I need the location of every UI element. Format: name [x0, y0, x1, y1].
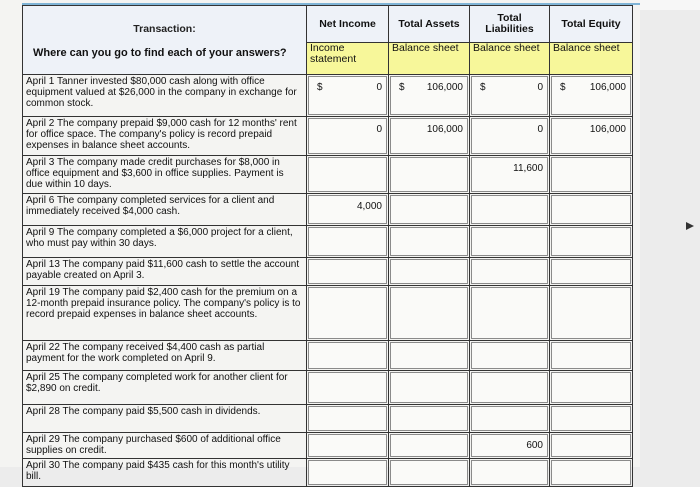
total-liabilities-cell — [470, 405, 550, 433]
total-equity-cell — [550, 341, 633, 371]
total-liabilities-cell — [470, 286, 550, 341]
transaction-row — [23, 405, 633, 433]
total-equity-input[interactable] — [551, 259, 631, 284]
transaction-row — [23, 286, 633, 341]
transaction-description: April 28 The company paid $5,500 cash in dividends. — [23, 405, 307, 433]
total-assets-input[interactable] — [390, 434, 468, 457]
net-income-input[interactable] — [308, 460, 387, 485]
total-equity-cell — [550, 459, 633, 487]
total-equity-source-answer[interactable]: Balance sheet — [550, 43, 633, 75]
total-liabilities-input[interactable] — [471, 372, 548, 403]
total-equity-cell — [550, 226, 633, 258]
total-assets-cell — [389, 286, 470, 341]
currency-symbol: $ — [480, 82, 486, 93]
total-assets-cell — [389, 459, 470, 487]
total-equity-cell — [550, 433, 633, 459]
total-liabilities-cell — [470, 371, 550, 405]
net-income-source-answer[interactable]: Income statement — [307, 43, 389, 75]
total-liabilities-value: 600 — [526, 440, 543, 451]
net-income-cell — [307, 117, 389, 156]
total-liabilities-input[interactable] — [471, 406, 548, 431]
total-assets-header: Total Assets — [389, 6, 470, 43]
total-assets-cell — [389, 433, 470, 459]
total-equity-cell — [550, 156, 633, 194]
total-assets-input[interactable] — [390, 259, 468, 284]
total-liabilities-value: 11,600 — [513, 163, 543, 174]
total-assets-input[interactable] — [390, 406, 468, 431]
total-equity-cell — [550, 405, 633, 433]
transaction-description: April 25 The company completed work for another client for $2,890 on credit. — [23, 371, 307, 405]
total-equity-cell — [550, 75, 633, 117]
total-equity-input[interactable] — [551, 342, 631, 369]
transaction-row — [23, 258, 633, 286]
total-assets-cell — [389, 371, 470, 405]
total-assets-value: 106,000 — [426, 124, 463, 135]
total-assets-cell — [389, 156, 470, 194]
total-assets-input[interactable] — [390, 287, 468, 339]
net-income-value: 0 — [376, 82, 382, 93]
total-assets-input[interactable] — [390, 227, 468, 256]
total-assets-input[interactable] — [390, 157, 468, 192]
total-liabilities-cell — [470, 341, 550, 371]
net-income-cell — [307, 405, 389, 433]
transaction-description: April 29 The company purchased $600 of additional office supplies on credit. — [23, 433, 307, 459]
total-equity-cell — [550, 258, 633, 286]
transaction-header: Transaction: — [133, 22, 196, 35]
total-assets-input[interactable] — [390, 372, 468, 403]
total-assets-cell — [389, 405, 470, 433]
transaction-row — [23, 433, 633, 459]
total-equity-cell — [550, 194, 633, 226]
net-income-value: 4,000 — [356, 201, 382, 212]
total-liabilities-cell — [470, 258, 550, 286]
total-equity-input[interactable] — [551, 434, 631, 457]
total-assets-cell — [389, 194, 470, 226]
transaction-row — [23, 117, 633, 156]
transaction-description: April 6 The company completed services for a client and immediately received $4,000 cash. — [23, 194, 307, 226]
net-income-header: Net Income — [307, 6, 389, 43]
total-liabilities-input[interactable] — [471, 227, 548, 256]
total-assets-input[interactable] — [390, 460, 468, 485]
total-equity-input[interactable] — [551, 118, 631, 154]
transaction-row — [23, 194, 633, 226]
transaction-description: April 3 The company made credit purchases for $8,000 in office equipment and $3,600 in office supplies. Payment is due within 10 days. — [23, 156, 307, 194]
transaction-description: April 13 The company paid $11,600 cash to settle the account payable created on April 3. — [23, 258, 307, 286]
total-liabilities-value: 0 — [537, 124, 543, 135]
net-income-cell — [307, 156, 389, 194]
transaction-row — [23, 156, 633, 194]
total-liabilities-cell — [470, 226, 550, 258]
total-liabilities-source-answer[interactable]: Balance sheet — [470, 43, 550, 75]
transaction-row — [23, 75, 633, 117]
total-assets-input[interactable] — [390, 76, 468, 115]
net-income-input[interactable] — [308, 118, 387, 154]
total-liabilities-input[interactable] — [471, 118, 548, 154]
net-income-input[interactable] — [308, 287, 387, 339]
net-income-input[interactable] — [308, 195, 387, 224]
net-income-input[interactable] — [308, 157, 387, 192]
total-liabilities-cell — [470, 75, 550, 117]
net-income-cell — [307, 371, 389, 405]
transaction-description: April 1 Tanner invested $80,000 cash along with office equipment valued at $26,000 in the company in exchange for common stock. — [23, 75, 307, 117]
total-liabilities-input[interactable] — [471, 342, 548, 369]
total-assets-cell — [389, 75, 470, 117]
total-liabilities-cell — [470, 433, 550, 459]
transaction-description: April 30 The company paid $435 cash for this month's utility bill. — [23, 459, 307, 487]
total-assets-cell — [389, 341, 470, 371]
net-income-input[interactable] — [308, 76, 387, 115]
total-equity-value: 106,000 — [589, 124, 626, 135]
net-income-input[interactable] — [308, 406, 387, 431]
total-equity-input[interactable] — [551, 195, 631, 224]
total-assets-value: 106,000 — [426, 82, 463, 93]
net-income-cell — [307, 459, 389, 487]
net-income-input[interactable] — [308, 372, 387, 403]
total-assets-input[interactable] — [390, 118, 468, 154]
total-equity-input[interactable] — [551, 460, 631, 485]
total-equity-cell — [550, 371, 633, 405]
total-liabilities-value: 0 — [537, 82, 543, 93]
transaction-row — [23, 371, 633, 405]
net-income-input[interactable] — [308, 227, 387, 256]
total-equity-input[interactable] — [551, 76, 631, 115]
total-liabilities-header: Total Liabilities — [470, 6, 550, 43]
transaction-header-cell — [23, 6, 307, 75]
total-liabilities-cell — [470, 117, 550, 156]
total-equity-input[interactable] — [551, 227, 631, 256]
total-assets-input[interactable] — [390, 342, 468, 369]
net-income-cell — [307, 433, 389, 459]
total-liabilities-input[interactable] — [471, 195, 548, 224]
transaction-description: April 22 The company received $4,400 cash as partial payment for the work completed on April 9. — [23, 341, 307, 371]
total-liabilities-input[interactable] — [471, 157, 548, 192]
total-liabilities-input[interactable] — [471, 287, 548, 339]
transaction-analysis-table — [22, 5, 633, 487]
total-assets-cell — [389, 226, 470, 258]
total-liabilities-cell — [470, 194, 550, 226]
total-assets-cell — [389, 117, 470, 156]
net-income-cell — [307, 75, 389, 117]
total-equity-input[interactable] — [551, 406, 631, 431]
total-equity-cell — [550, 117, 633, 156]
total-liabilities-input[interactable] — [471, 259, 548, 284]
total-equity-value: 106,000 — [589, 82, 626, 93]
transaction-description: April 9 The company completed a $6,000 project for a client, who must pay within 30 days. — [23, 226, 307, 258]
mouse-cursor-icon — [686, 222, 694, 230]
currency-symbol: $ — [317, 82, 323, 93]
total-equity-cell — [550, 286, 633, 341]
net-income-input[interactable] — [308, 259, 387, 284]
transaction-description: April 19 The company paid $2,400 cash for the premium on a 12-month prepaid insurance policy. The company's policy is to record prepaid expenses in balance sheet accounts. — [23, 286, 307, 341]
net-income-cell — [307, 226, 389, 258]
total-liabilities-input[interactable] — [471, 76, 548, 115]
net-income-input[interactable] — [308, 434, 387, 457]
net-income-value: 0 — [376, 124, 382, 135]
total-assets-input[interactable] — [390, 195, 468, 224]
total-liabilities-input[interactable] — [471, 460, 548, 485]
total-equity-input[interactable] — [551, 157, 631, 192]
total-equity-header: Total Equity — [550, 6, 633, 43]
transaction-row — [23, 459, 633, 487]
net-income-cell — [307, 258, 389, 286]
total-equity-input[interactable] — [551, 372, 631, 403]
total-liabilities-input[interactable] — [471, 434, 548, 457]
total-liabilities-cell — [470, 459, 550, 487]
total-assets-cell — [389, 258, 470, 286]
transaction-row — [23, 226, 633, 258]
total-liabilities-cell — [470, 156, 550, 194]
total-assets-source-answer[interactable]: Balance sheet — [389, 43, 470, 75]
total-equity-input[interactable] — [551, 287, 631, 339]
net-income-cell — [307, 341, 389, 371]
net-income-cell — [307, 286, 389, 341]
net-income-input[interactable] — [308, 342, 387, 369]
transaction-row — [23, 341, 633, 371]
currency-symbol: $ — [399, 82, 405, 93]
currency-symbol: $ — [560, 82, 566, 93]
transaction-description: April 2 The company prepaid $9,000 cash for 12 months' rent for office space. The company's policy is record prepaid expenses in balance sheet accounts. — [23, 117, 307, 156]
where-answers-prompt: Where can you go to find each of your answers? — [33, 46, 287, 59]
net-income-cell — [307, 194, 389, 226]
